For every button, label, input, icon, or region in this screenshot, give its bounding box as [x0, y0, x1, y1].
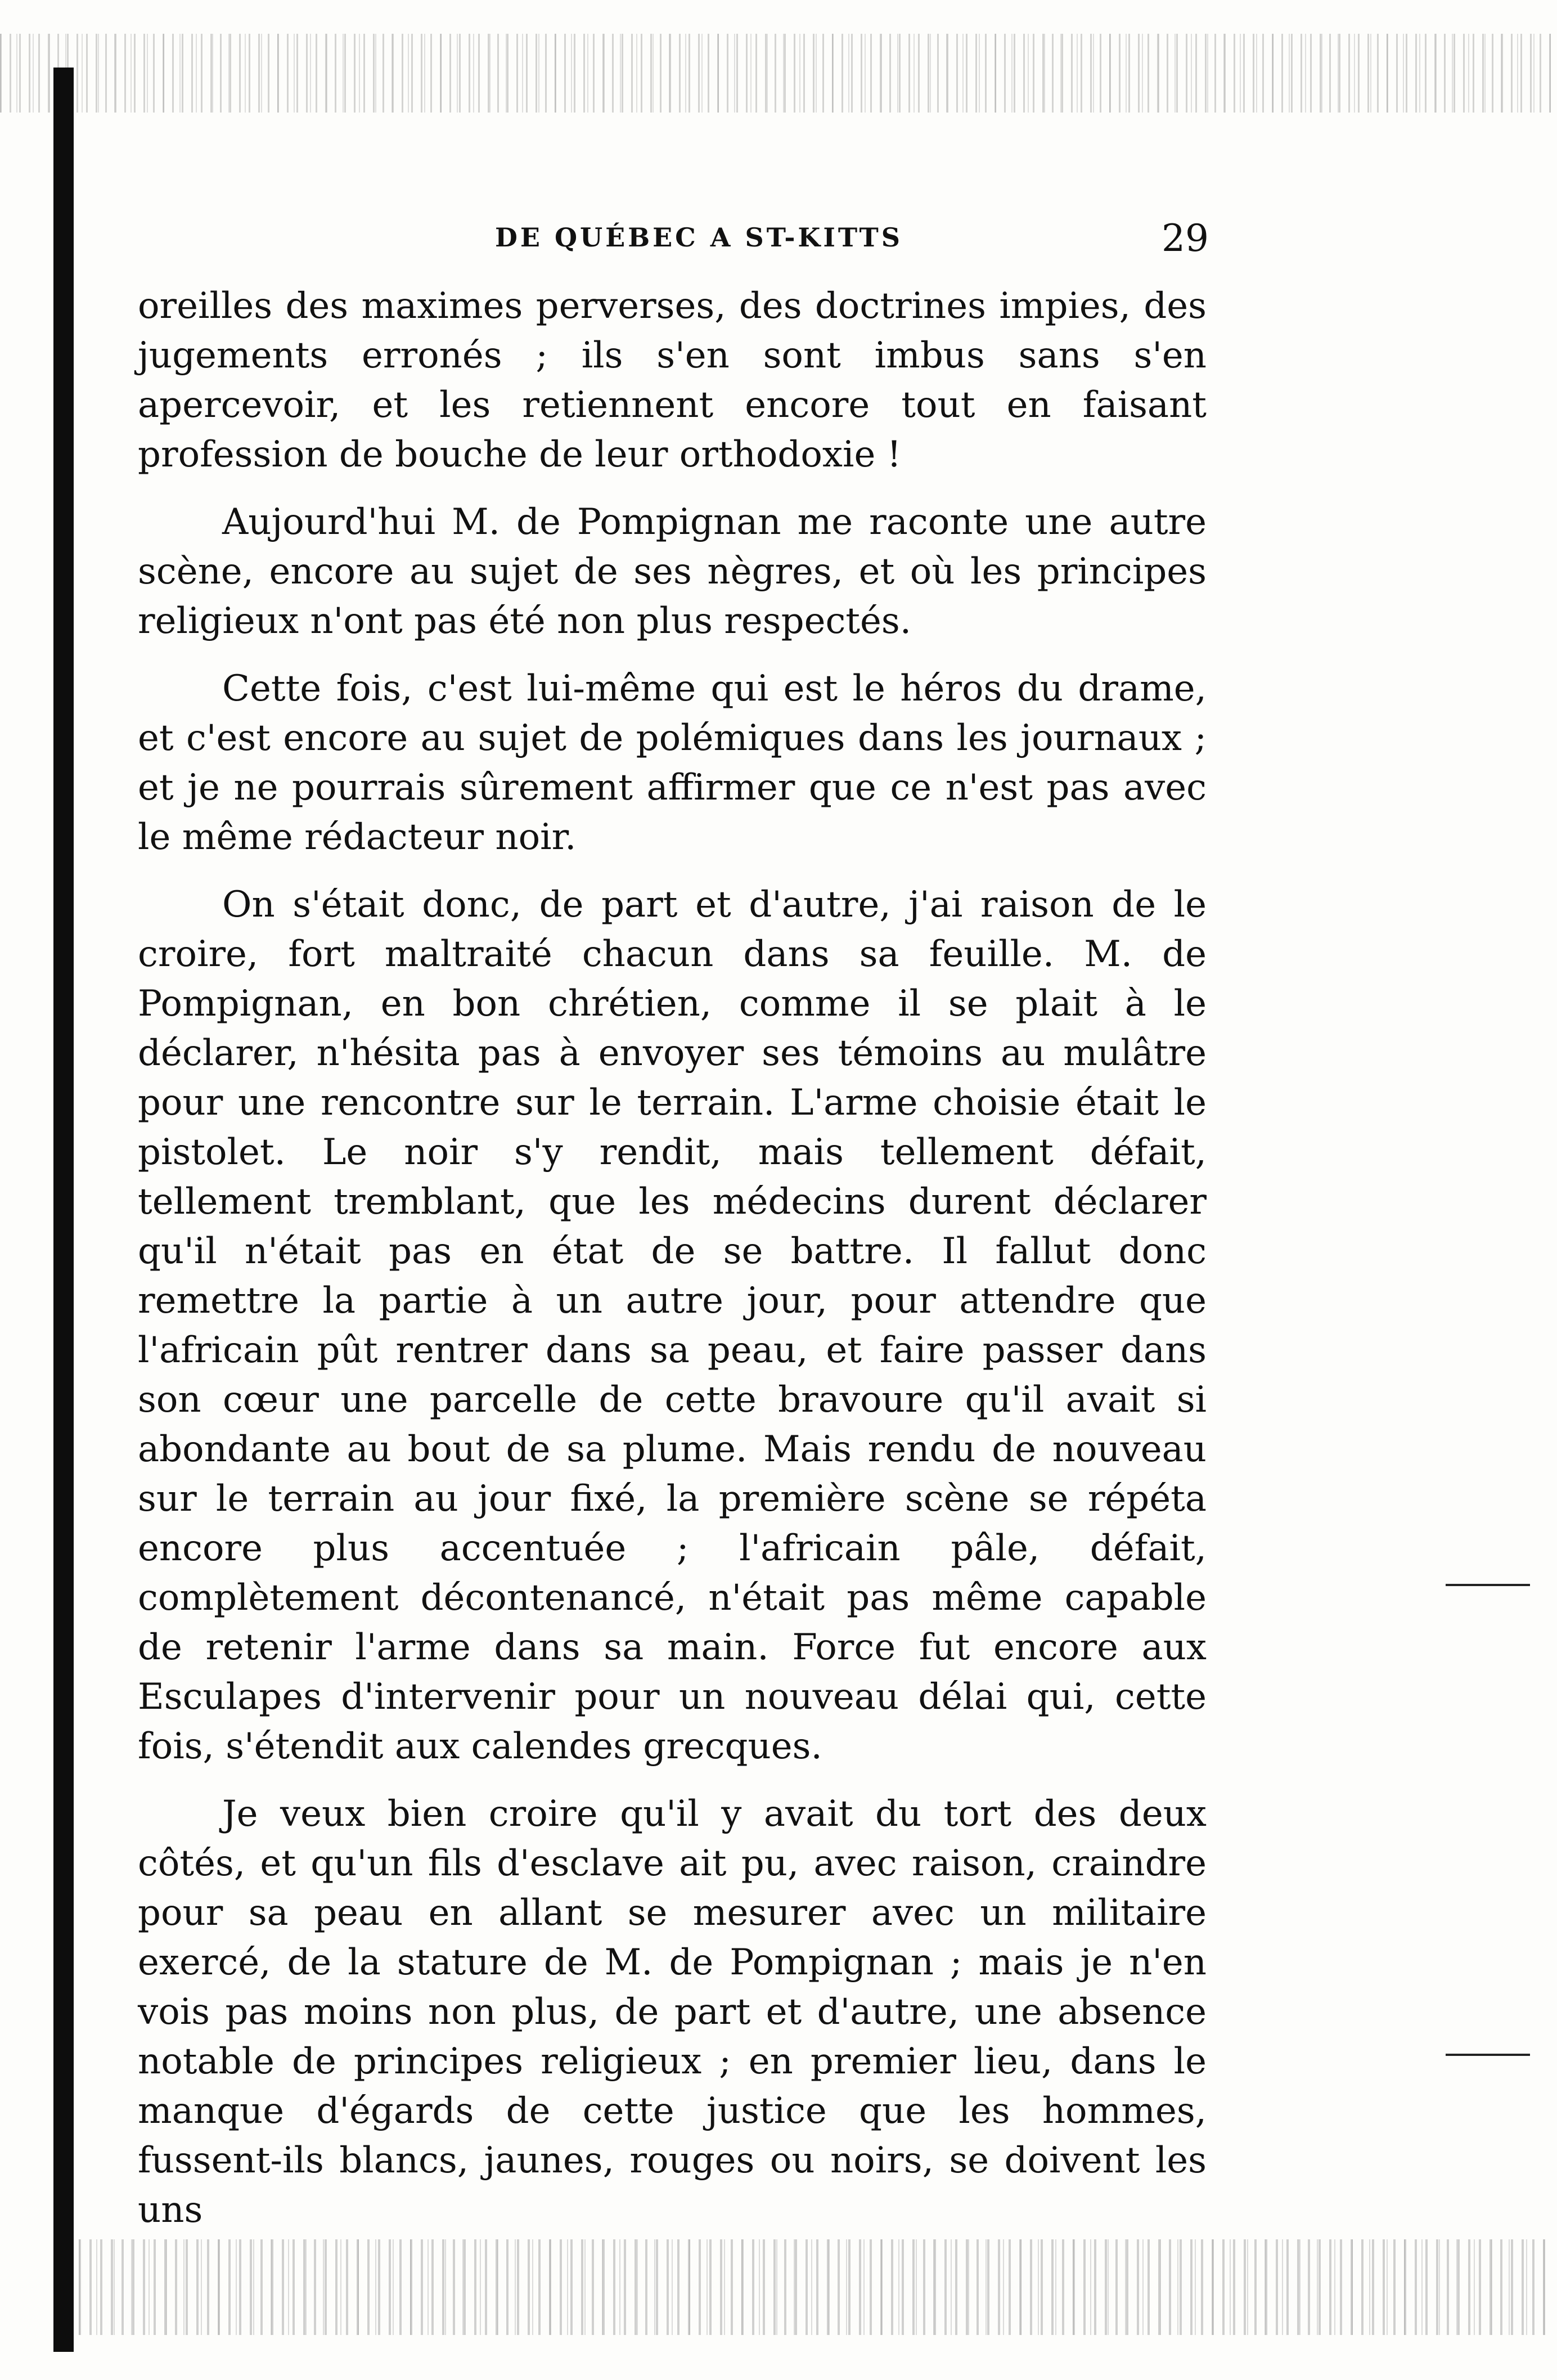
bottom-scan-noise	[79, 2239, 1552, 2335]
running-title: DE QUÉBEC A ST-KITTS	[495, 222, 903, 253]
page-header	[0, 217, 1557, 267]
paragraph: Je veux bien croire qu'il y avait du tort des deux côtés, et qu'un fils d'esclave ait pu, avec raison, craindre pour sa peau en allant se mesurer avec un militaire exercé, de la stature de M. de Pompignan ; mais je n'en vois pas moins non plus, de part et d'autre, une absence notable de principes religieux ; en premier lieu, dans le manque d'égards de cette justice que les hommes, fussent-ils blancs, jaunes, rouges ou noirs, se doivent les uns	[138, 1793, 1207, 2231]
paragraph: On s'était donc, de part et d'autre, j'ai raison de le croire, fort maltraité chacun dans sa feuille. M. de Pompignan, en bon chrétien, comme il se plait à le déclarer, n'hésita pas à envoyer ses témoins au mulâtre pour une rencontre sur le terrain. L'arme choisie était le pistolet. Le noir s'y rendit, mais tellement défait, tellement tremblant, que les médecins durent déclarer qu'il n'était pas en état de se battre. Il fallut donc remettre la partie à un autre jour, pour attendre que l'africain pût rentrer dans sa peau, et faire passer dans son cœur une parcelle de cette bravoure qu'il avait si abondante au bout de sa plume. Mais rendu de nouveau sur le terrain au jour fixé, la première scène se répéta encore plus accentuée ; l'africain pâle, défait, complètement décontenancé, n'était pas même capable de retenir l'arme dans sa main. Force fut encore aux Esculapes d'intervenir pour un nouveau délai qui, cette fois, s'étendit aux calendes grecques.	[138, 884, 1207, 1767]
margin-rule-mark	[1446, 2054, 1530, 2056]
page-number: 29	[1162, 217, 1209, 260]
top-scan-noise	[0, 34, 1557, 113]
paragraph: oreilles des maximes perverses, des doctrines impies, des jugements erronés ; ils s'en sont imbus sans s'en apercevoir, et les retiennent encore tout en faisant profession de bouche de leur orthodoxie !	[138, 285, 1207, 475]
margin-rule-mark	[1446, 1584, 1530, 1586]
body-text	[138, 281, 1207, 2253]
paragraph: Cette fois, c'est lui-même qui est le héros du drame, et c'est encore au sujet de polémiques dans les journaux ; et je ne pourrais sûrement affirmer que ce n'est pas avec le même rédacteur noir.	[138, 668, 1207, 858]
paragraph: Aujourd'hui M. de Pompignan me raconte une autre scène, encore au sujet de ses nègres, et où les principes religieux n'ont pas été non plus respectés.	[138, 501, 1207, 642]
book-spine-shadow	[53, 68, 74, 2352]
